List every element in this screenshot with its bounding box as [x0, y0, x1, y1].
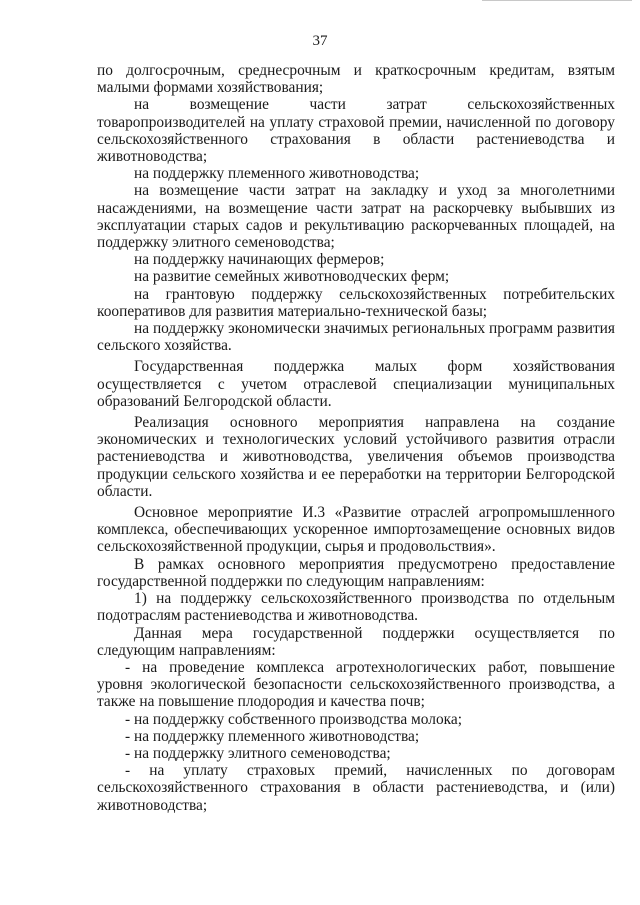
- paragraph-grant-cooperatives: на грантовую поддержку сельскохозяйственных потребительских кооперативов для развития материально-технической базы;: [97, 285, 615, 320]
- list-item-agrotech-works: - на проведение комплекса агротехнологических работ, повышение уровня экологической безопасности сельскохозяйственного производства, а также на повышение плодородия и качества почв;: [97, 658, 615, 711]
- list-item-milk-production: - на поддержку собственного производства молока;: [125, 710, 463, 728]
- paragraph-implementation-goal: Реализация основного мероприятия направлена на создание экономических и технологических условий устойчивого развития отрасли растениеводства и животноводства, увеличения объемов производства продукции сельского хозяйства и ее переработки на территории Белгородской области.: [97, 414, 615, 500]
- list-item-insurance-premiums: - на уплату страховых премий, начисленных по договорам сельскохозяйственного страхования в области растениеводства, и (или) животноводства;: [97, 762, 615, 814]
- list-item-elite-seeds: - на поддержку элитного семеноводства;: [125, 744, 391, 762]
- paragraph-regional-programs: на поддержку экономически значимых региональных программ развития сельского хозяйства.: [97, 320, 615, 355]
- paragraph-insurance-premium: на возмещение части затрат сельскохозяйственных товаропроизводителей на уплату страховой премии, начисленной по договору сельскохозяйственного страхования в области растениеводства и животноводства;: [97, 96, 615, 166]
- paragraph-small-forms-support: Государственная поддержка малых форм хозяйствования осуществляется с учетом отраслевой специализации муниципальных образований Белгородской области.: [97, 358, 615, 410]
- paragraph-credits-continued: по долгосрочным, среднесрочным и краткосрочным кредитам, взятым малыми формами хозяйствования;: [97, 62, 615, 97]
- paragraph-item-1: 1) на поддержку сельскохозяйственного производства по отдельным подотраслям растениеводства и животноводства.: [97, 590, 615, 625]
- paragraph-main-activity-i3: Основное мероприятие И.3 «Развитие отраслей агропромышленного комплекса, обеспечивающих ускоренное импортозамещение основных видов сельскохозяйственной продукции, сырья и продовольствия».: [97, 504, 615, 556]
- paragraph-beginning-farmers: на поддержку начинающих фермеров;: [134, 251, 385, 269]
- paragraph-measure-directions: Данная мера государственной поддержки осуществляется по следующим направлениям:: [97, 624, 615, 659]
- page-number: 37: [312, 33, 328, 49]
- paragraph-family-farms: на развитие семейных животноводческих ферм;: [134, 268, 450, 286]
- body-text: [97, 62, 615, 814]
- paragraph-perennial-plantings: на возмещение части затрат на закладку и уход за многолетними насаждениями, на возмещение части затрат на раскорчевку выбывших из эксплуатации старых садов и рекультивацию раскорчеванных площадей, на поддержку элитного семеноводства;: [97, 182, 615, 252]
- paragraph-breeding-support: на поддержку племенного животноводства;: [134, 165, 420, 183]
- paragraph-support-directions: В рамках основного мероприятия предусмотрено предоставление государственной поддержки по следующим направлениям:: [97, 555, 615, 590]
- list-item-breeding: - на поддержку племенного животноводства;: [125, 727, 420, 745]
- scan-edge-mark: [482, 0, 632, 4]
